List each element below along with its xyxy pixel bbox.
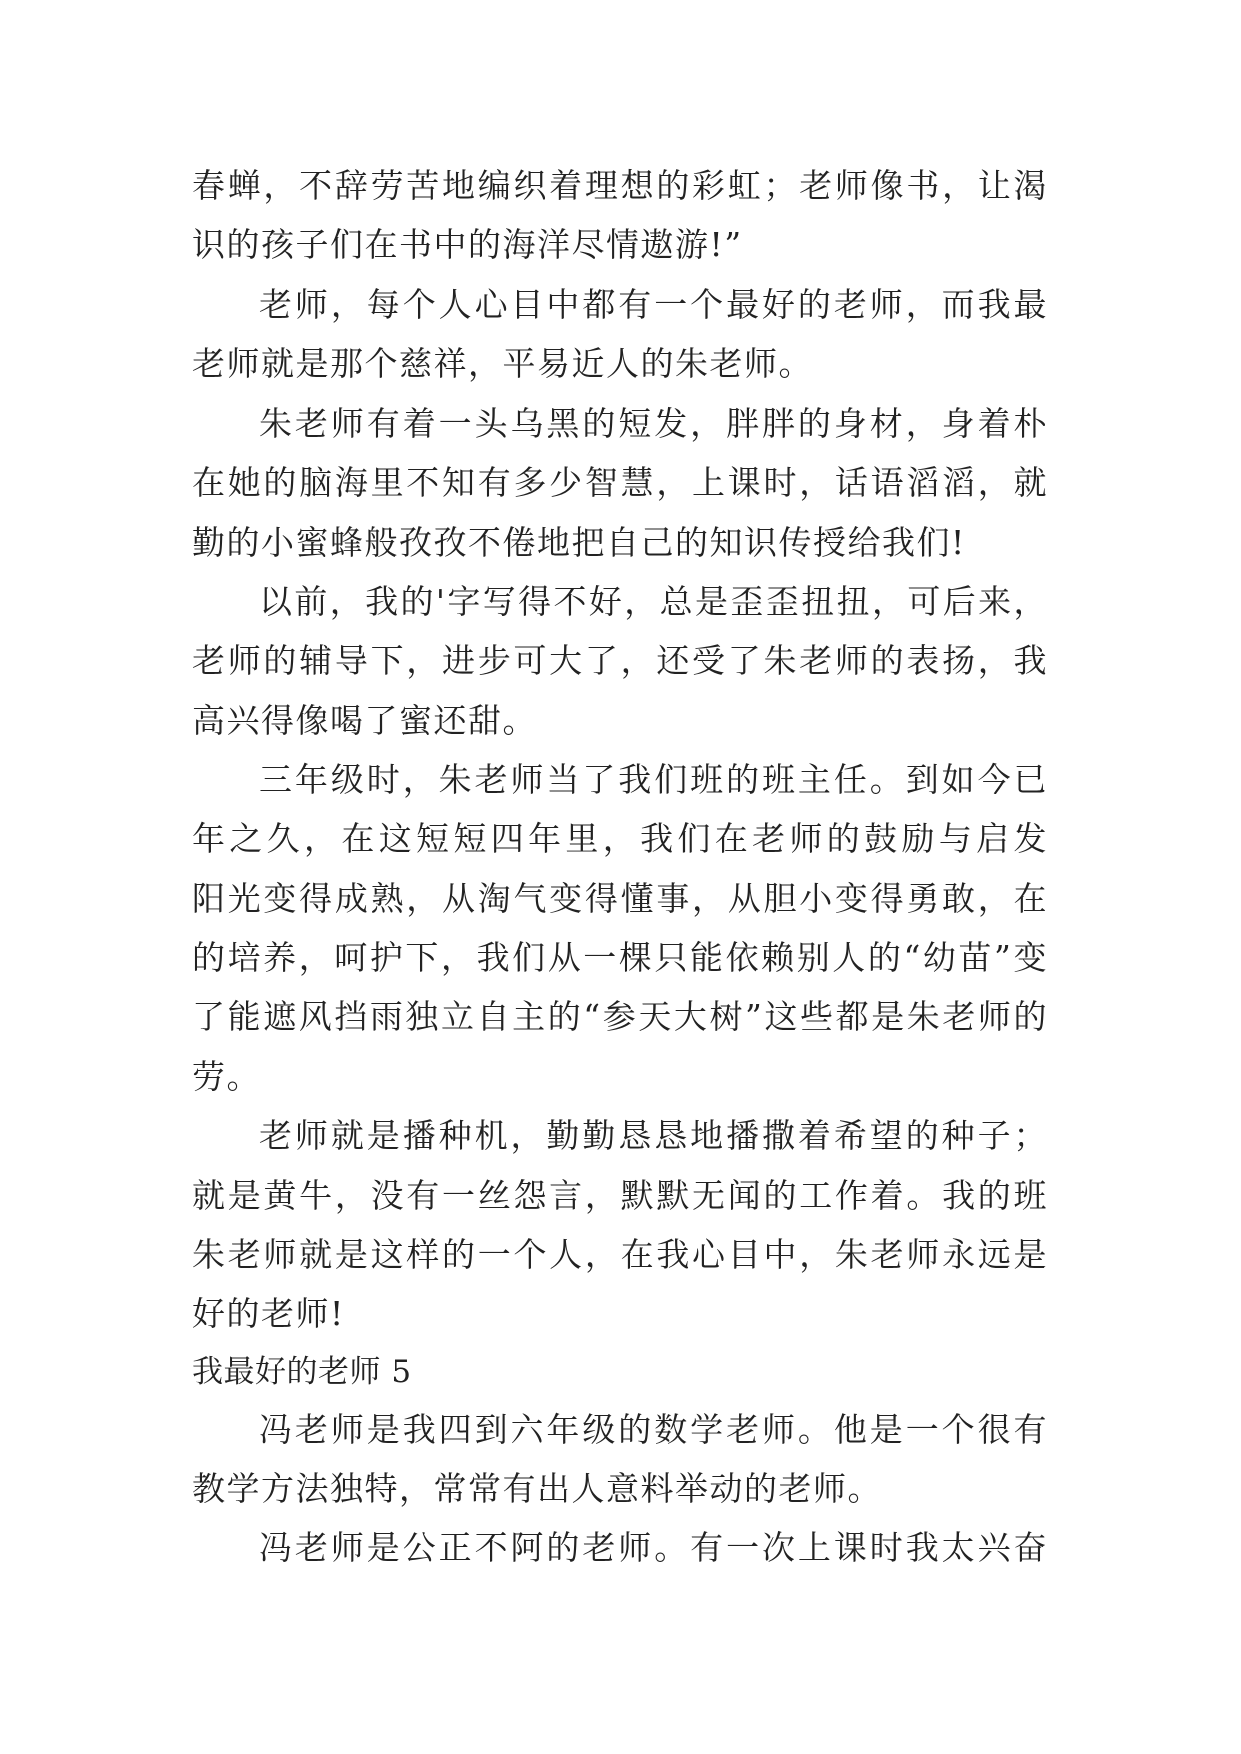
section-heading: 我最好的老师 5 [192,1354,412,1390]
text-line: 年之久，在这短短四年里，我们在老师的鼓励与启发 [192,819,1048,858]
text-line: 劳。 [192,1057,261,1096]
text-line: 在她的脑海里不知有多少智慧，上课时，话语滔滔，就 [192,463,1048,502]
paragraph-first-line: 老师，每个人心目中都有一个最好的老师，而我最 [259,285,1048,324]
paragraph-first-line: 冯老师是我四到六年级的数学老师。他是一个很有 [259,1410,1048,1449]
paragraph-first-line: 老师就是播种机，勤勤恳恳地播撒着希望的种子； [259,1116,1048,1155]
text-line: 老师的辅导下，进步可大了，还受了朱老师的表扬，我 [192,641,1048,680]
text-line: 高兴得像喝了蜜还甜。 [192,701,537,740]
text-line: 教学方法独特，常常有出人意料举动的老师。 [192,1469,882,1508]
text-line: 朱老师就是这样的一个人，在我心目中，朱老师永远是 [192,1235,1048,1274]
paragraph-first-line: 三年级时，朱老师当了我们班的班主任。到如今已 [259,760,1048,799]
text-line: 识的孩子们在书中的海洋尽情遨游!” [192,225,743,264]
paragraph-first-line: 朱老师有着一头乌黑的短发，胖胖的身材，身着朴 [259,404,1048,443]
text-line: 就是黄牛，没有一丝怨言，默默无闻的工作着。我的班 [192,1176,1048,1215]
text-line: 的培养，呵护下，我们从一棵只能依赖别人的“幼苗”变 [192,938,1048,977]
text-line: 勤的小蜜蜂般孜孜不倦地把自己的知识传授给我们! [192,523,966,562]
paragraph-first-line: 以前，我的'字写得不好，总是歪歪扭扭，可后来， [259,582,1048,621]
text-line: 春蝉，不辞劳苦地编织着理想的彩虹；老师像书，让渴 [192,166,1048,205]
text-line: 老师就是那个慈祥，平易近人的朱老师。 [192,344,813,383]
text-line: 了能遮风挡雨独立自主的“参天大树”这些都是朱老师的 [192,997,1048,1036]
text-line: 好的老师! [192,1294,345,1333]
text-line: 阳光变得成熟，从淘气变得懂事，从胆小变得勇敢，在 [192,879,1048,918]
paragraph-first-line: 冯老师是公正不阿的老师。有一次上课时我太兴奋 [259,1528,1048,1567]
